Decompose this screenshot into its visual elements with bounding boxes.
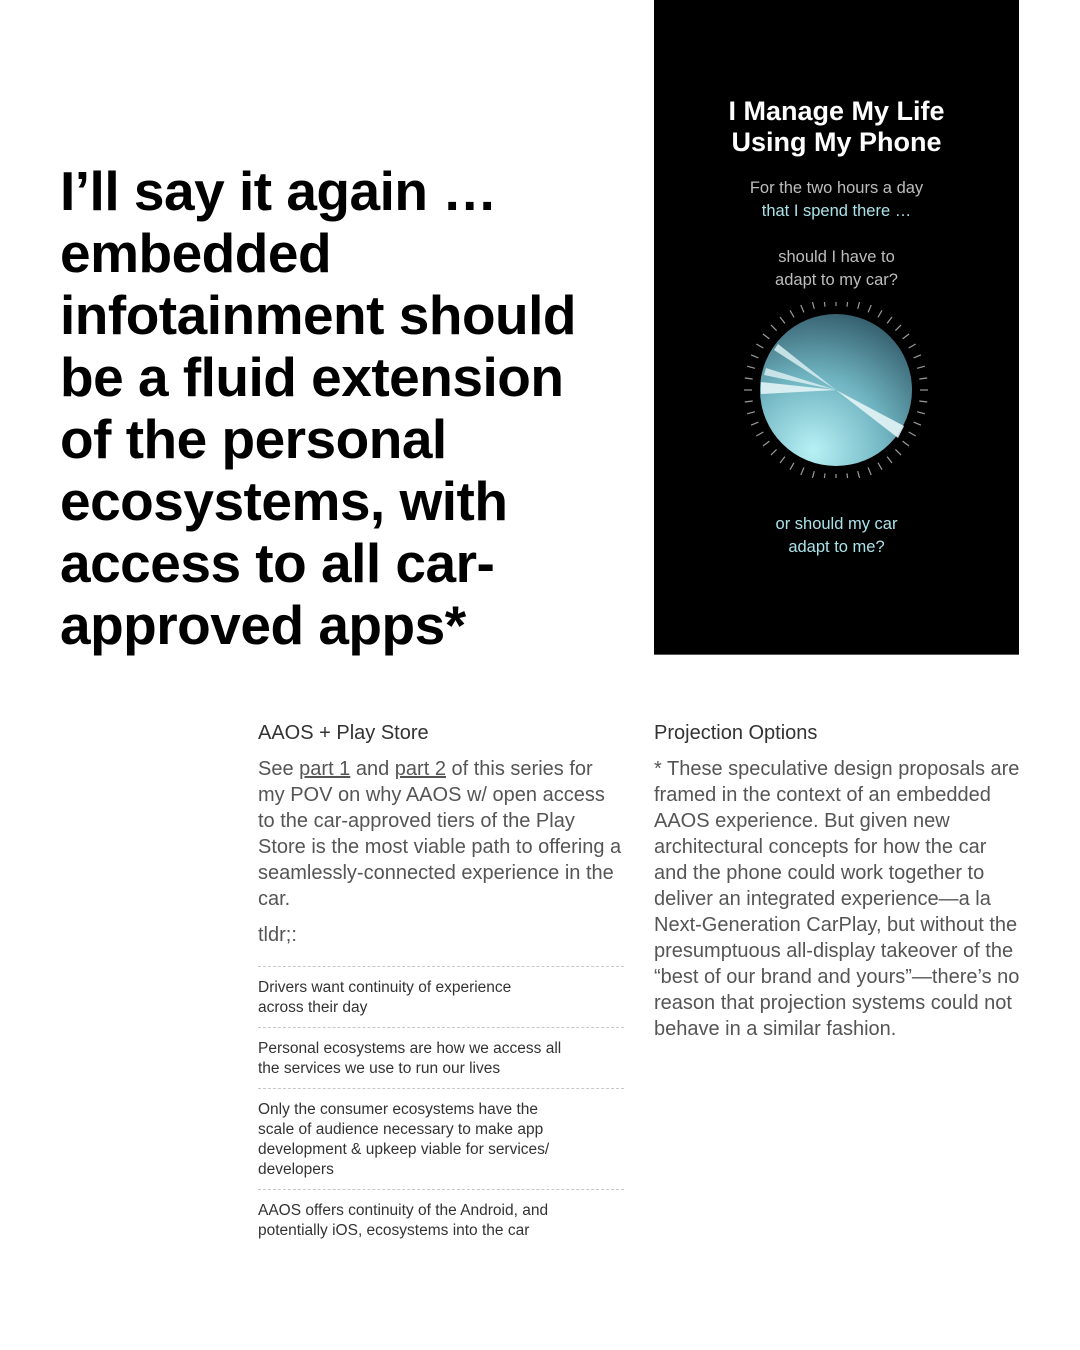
intro-and: and [350, 758, 395, 780]
dial-tick [763, 441, 769, 446]
list-item-line: Drivers want continuity of experience [258, 979, 512, 996]
dial-tick [858, 471, 860, 478]
list-item-line: developers [258, 1161, 334, 1178]
list-item-line: potentially iOS, ecosystems into the car [258, 1222, 530, 1239]
panel-line-2: that I spend there … [761, 202, 912, 220]
dial-tick [895, 449, 901, 455]
aaos-heading: AAOS + Play Store [258, 722, 429, 744]
question-2-line: or should my car [775, 515, 898, 533]
dial-tick [858, 302, 860, 309]
part-2-link[interactable]: part 2 [394, 758, 446, 780]
part-1-link[interactable]: part 1 [299, 758, 351, 780]
list-item-line: AAOS offers continuity of the Android, and [258, 1202, 549, 1219]
dial-tick [763, 334, 769, 339]
panel-question-2 [654, 513, 1019, 559]
headline-line: embedded [60, 222, 332, 284]
dial-tick [780, 457, 785, 463]
dial-tick [812, 471, 814, 478]
list-item [258, 1189, 624, 1250]
dial-tick [780, 317, 785, 323]
panel-title-line: I Manage My Life [728, 96, 945, 126]
clock-dial-graphic [736, 302, 936, 478]
intro-rest: of this series for my POV on why AAOS w/ open access to the car-approved tiers of the Play Store is the most viable path to offering a seamlessly-connected experience in the car. [258, 758, 622, 910]
dial-tick [887, 457, 892, 463]
dial-tick [771, 325, 777, 331]
dial-tick [812, 302, 814, 309]
dial-tick [847, 302, 848, 307]
panel-question-1 [654, 246, 1019, 292]
dial-tick [878, 463, 882, 470]
panel-line-1: For the two hours a day [749, 179, 924, 197]
dial-tick [747, 366, 755, 368]
question-2-line: adapt to me? [788, 538, 885, 556]
panel-title [654, 96, 1019, 158]
list-item [258, 1088, 624, 1189]
headline [60, 160, 600, 656]
dial-tick [909, 432, 916, 436]
projection-heading: Projection Options [654, 722, 818, 744]
list-item-line: scale of audience necessary to make app [258, 1121, 544, 1138]
list-item-line: Only the consumer ecosystems have the [258, 1101, 538, 1118]
dial-tick [751, 355, 758, 358]
dial-tick [747, 412, 755, 414]
tldr-label: tldr;: [258, 924, 297, 946]
dial-tick [903, 334, 909, 339]
dial-tick [868, 468, 871, 475]
list-item [258, 1027, 624, 1088]
dial-tick [914, 422, 921, 425]
dial-tick [745, 378, 753, 379]
dial-tick [895, 325, 901, 331]
dial-tick [847, 473, 848, 478]
dial-tick [824, 473, 825, 478]
panel-time-statement [654, 177, 1019, 223]
panel-title-line: Using My Phone [731, 127, 942, 157]
list-item-line: the services we use to run our lives [258, 1060, 501, 1077]
headline-line: approved apps* [60, 594, 466, 656]
dial-tick [790, 310, 794, 317]
dial-tick [917, 366, 925, 368]
dial-tick [917, 412, 925, 414]
list-item-line: development & upkeep viable for services/ [258, 1141, 550, 1158]
dial-tick [751, 422, 758, 425]
dial-tick [824, 302, 825, 307]
question-1-line: adapt to my car? [775, 271, 898, 289]
dial-tick [756, 432, 763, 436]
list-item-line: across their day [258, 999, 368, 1016]
dial-tick [914, 355, 921, 358]
phone-panel [654, 0, 1019, 655]
headline-line: be a fluid extension [60, 346, 564, 408]
dial-tick [878, 310, 882, 317]
headline-line: access to all car- [60, 532, 495, 594]
dial-tick [887, 317, 892, 323]
aaos-intro [258, 756, 623, 912]
list-item [258, 966, 624, 1027]
dial-tick [771, 449, 777, 455]
intro-prefix: See [258, 758, 300, 780]
question-1-line: should I have to [778, 248, 895, 266]
headline-line: I’ll say it again … [60, 160, 497, 222]
dial-tick [919, 378, 927, 379]
dial-tick [903, 441, 909, 446]
headline-line: ecosystems, with [60, 470, 508, 532]
list-item-line: Personal ecosystems are how we access all [258, 1040, 562, 1057]
headline-line: of the personal [60, 408, 447, 470]
dial-tick [801, 468, 804, 475]
projection-body: * These speculative design proposals are framed in the context of an embedded AAOS experience. But given new architectural concepts for how the car and the phone could work together to deliver an integrated experience—a la Next-Generation CarPlay, but without the presumptuous all-display takeover of the “best of our brand and yours”—there’s no reason that projection systems could not behave in a similar fashion. [654, 758, 1020, 1040]
dial-tick [790, 463, 794, 470]
dial-tick [756, 344, 763, 348]
tldr-list [258, 966, 624, 1250]
dial-tick [868, 305, 871, 312]
dial-tick [919, 401, 927, 402]
dial-tick [745, 401, 753, 402]
dial-tick [909, 344, 916, 348]
headline-line: infotainment should [60, 284, 577, 346]
dial-tick [801, 305, 804, 312]
